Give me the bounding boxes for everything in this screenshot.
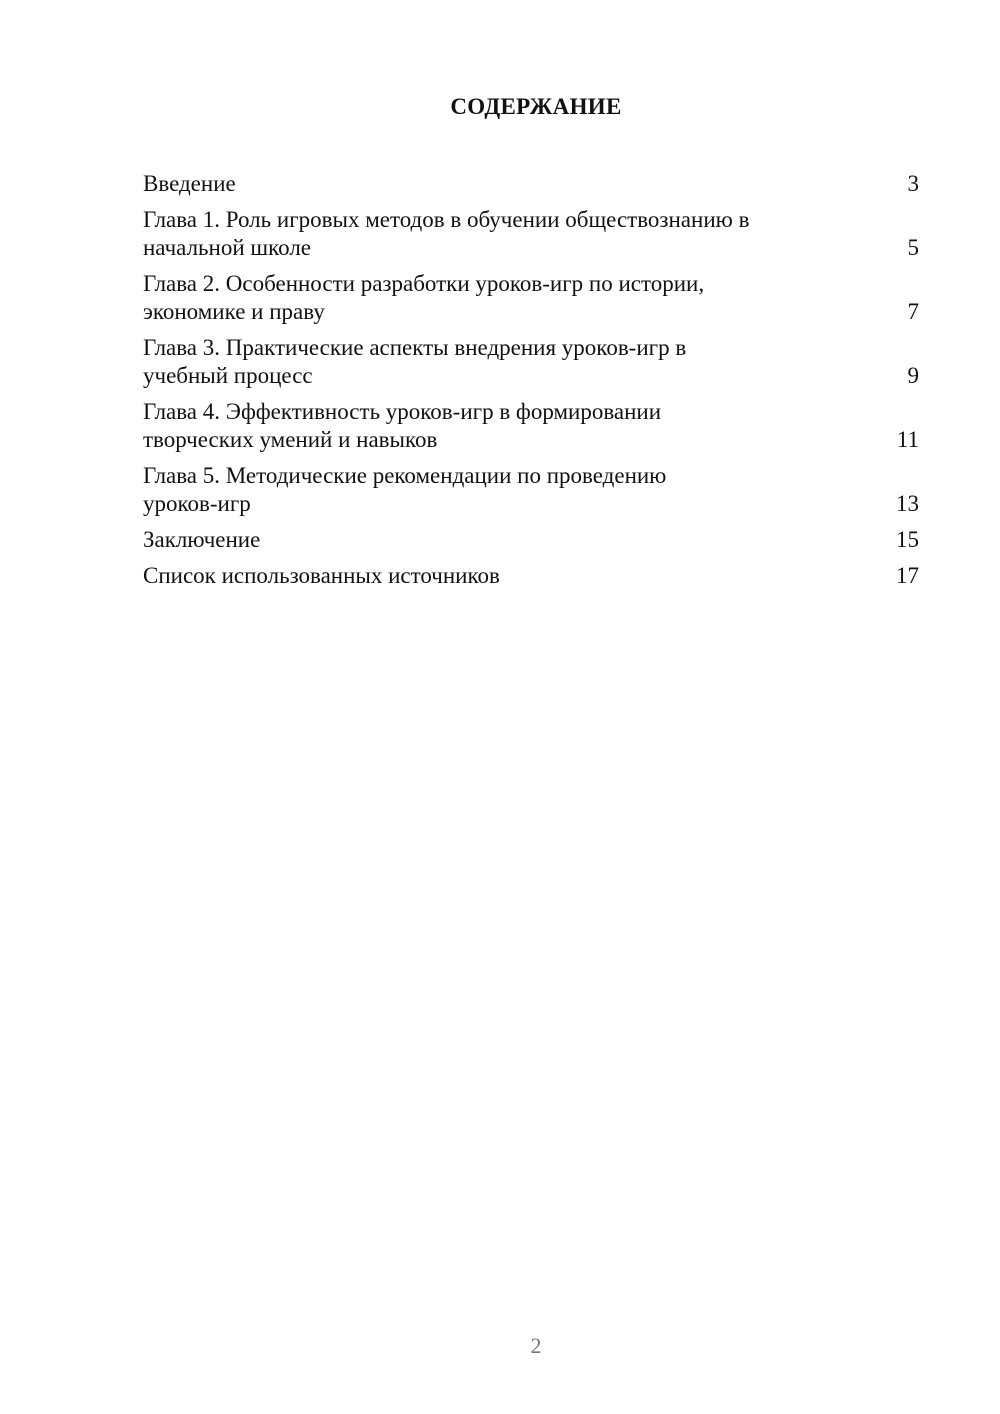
page-number: 2: [530, 1333, 542, 1358]
toc-entry: [143, 170, 919, 198]
toc-entry: [143, 526, 919, 554]
toc-entry-page: 7: [907, 299, 919, 324]
toc-entry-page: 3: [907, 171, 919, 196]
table-of-contents: [143, 170, 919, 598]
toc-entry-page: 13: [896, 491, 919, 516]
toc-entry-title: Глава 1. Роль игровых методов в обучении обществознанию в начальной школе: [143, 207, 750, 260]
toc-entry: [143, 270, 919, 326]
toc-entry-title: Глава 3. Практические аспекты внедрения уроков-игр в учебный процесс: [143, 335, 687, 388]
toc-entry-title: Введение: [143, 171, 236, 196]
toc-entry: [143, 334, 919, 390]
toc-entry-page: 5: [907, 235, 919, 260]
toc-entry: [143, 462, 919, 518]
toc-entry-page: 9: [907, 363, 919, 388]
toc-entry: [143, 562, 919, 590]
toc-entry-title: Глава 4. Эффективность уроков-игр в формировании творческих умений и навыков: [143, 399, 662, 452]
toc-entry-page: 15: [896, 527, 919, 552]
toc-entry-title: Глава 2. Особенности разработки уроков-игр по истории, экономике и праву: [143, 271, 705, 324]
toc-entry: [143, 206, 919, 262]
toc-entry-page: 11: [896, 427, 919, 452]
toc-entry-title: Список использованных источников: [143, 563, 500, 588]
toc-entry-title: Глава 5. Методические рекомендации по проведению уроков-игр: [143, 463, 667, 516]
page-title: СОДЕРЖАНИЕ: [450, 94, 622, 119]
toc-entry: [143, 398, 919, 454]
toc-entry-page: 17: [896, 563, 919, 588]
toc-entry-title: Заключение: [143, 527, 261, 552]
